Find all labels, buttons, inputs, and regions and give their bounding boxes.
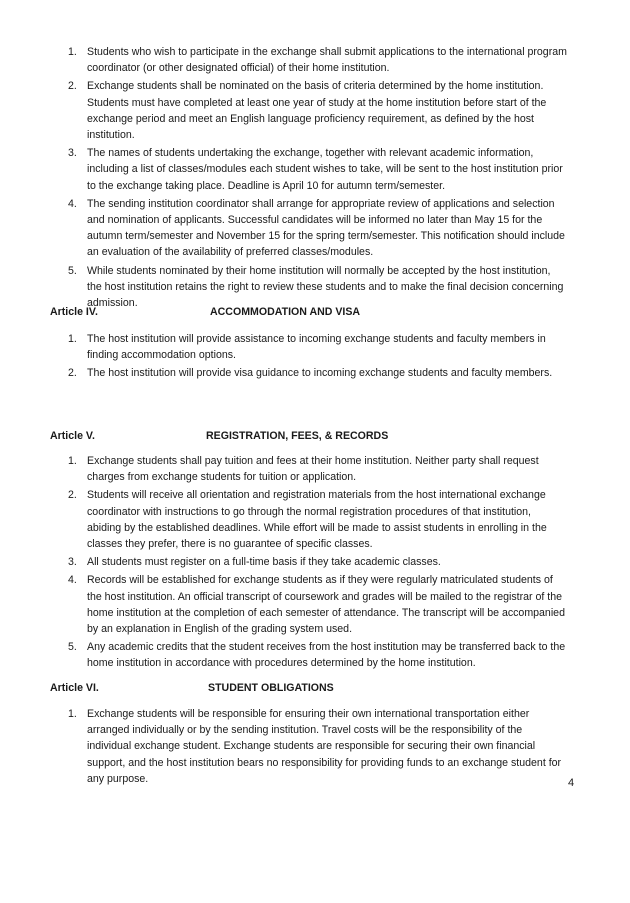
list-item-number: 4. [68, 574, 77, 587]
list-item-number: 3. [68, 556, 77, 569]
list-item-text: Exchange students shall be nominated on the basis of criteria determined by the home institution. Students must have completed at least one year of study at the home institution before start of the exchange period and meet an English language proficiency requirement, as defined by the host institution. [87, 80, 547, 142]
list-item-text: The names of students undertaking the exchange, together with relevant academic information, including a list of classes/modules each student wishes to take, will be sent to the host institution prior to the exchange taking place. Deadline is April 10 for autumn term/semester. [87, 147, 563, 192]
admission-list-section [0, 44, 630, 313]
list-item [0, 365, 630, 381]
article-5-section [0, 453, 630, 674]
list-item [0, 572, 630, 637]
list-item-text: The host institution will provide visa guidance to incoming exchange students and faculty members. [87, 367, 553, 380]
article-5-list [0, 453, 630, 672]
list-item-number: 2. [68, 489, 77, 502]
list-item-number: 5. [68, 641, 77, 654]
article-title: REGISTRATION, FEES, & RECORDS [206, 430, 389, 442]
article-label: Article V. [50, 430, 95, 442]
article-6-heading [0, 680, 630, 696]
article-4-heading [0, 304, 630, 320]
list-item-text: Exchange students shall pay tuition and fees at their home institution. Neither party shall request charges from exchange students for tuition or application. [87, 455, 539, 484]
list-item [0, 44, 630, 76]
list-item [0, 145, 630, 194]
list-item [0, 639, 630, 671]
list-item-number: 1. [68, 455, 77, 467]
list-item [0, 196, 630, 261]
list-item-number: 1. [68, 333, 77, 345]
article-label: Article VI. [50, 682, 99, 694]
list-item [0, 487, 630, 552]
list-item-text: The host institution will provide assistance to incoming exchange students and faculty members in finding accommodation options. [87, 333, 546, 362]
article-4-section [0, 331, 630, 384]
article-6-section [0, 706, 630, 789]
article-6-list [0, 706, 630, 787]
list-item-number: 1. [68, 708, 77, 720]
admission-list [0, 44, 630, 311]
list-item-text: Students who wish to participate in the exchange shall submit applications to the international program coordinator (or other designated official) of their home institution. [87, 46, 567, 75]
page-number: 4 [568, 777, 575, 789]
article-title: STUDENT OBLIGATIONS [208, 682, 334, 694]
list-item-text: Records will be established for exchange students as if they were regularly matriculated students of the host institution. An official transcript of coursework and grades will be mailed to the registrar of the home institution at the completion of each semester of attendance. The transcript will be accompanied by an explanation in English of the grading system used. [87, 574, 565, 636]
list-item-text: The sending institution coordinator shall arrange for appropriate review of applications and selection and nomination of applicants. Successful candidates will be informed no later than May 15 for the autumn term/semester and November 15 for the spring term/semester. This notification should include an evaluation of the availability of preferred classes/modules. [87, 197, 565, 259]
list-item-number: 5. [68, 264, 77, 277]
list-item-text: All students must register on a full-time basis if they take academic classes. [87, 556, 441, 569]
list-item [0, 331, 630, 363]
list-item-text: Students will receive all orientation and registration materials from the host international exchange coordinator with instructions to go through the normal registration procedures of that institution, abiding by the established deadlines. While effort will be made to assist students in enrolling in the classes they prefer, there is no guarantee of specific classes. [87, 489, 547, 551]
list-item-number: 1. [68, 46, 77, 58]
list-item [0, 453, 630, 485]
list-item [0, 554, 630, 570]
list-item-text: Any academic credits that the student receives from the host institution may be transferred back to the home institution in accordance with procedures determined by the home institution. [87, 641, 566, 670]
article-label: Article IV. [50, 306, 98, 318]
list-item-number: 4. [68, 197, 77, 210]
list-item-number: 2. [68, 367, 77, 380]
article-5-heading [0, 428, 630, 444]
list-item-text: While students nominated by their home institution will normally be accepted by the host institution, the host institution retains the right to review these students and to make the final decision concerning admission. [87, 264, 564, 310]
list-item-number: 2. [68, 80, 77, 93]
article-title: ACCOMMODATION AND VISA [210, 306, 361, 318]
list-item-number: 3. [68, 147, 77, 160]
list-item [0, 78, 630, 143]
list-item-text: Exchange students will be responsible for ensuring their own international transportation either arranged individually or by the sending institution. Travel costs will be the responsibility of the individual exchange student. Exchange students are responsible for securing their own financial support, and the host institution bears no responsibility for providing funds to an exchange student for any purpose. [87, 708, 562, 785]
article-4-list [0, 331, 630, 382]
list-item [0, 706, 630, 787]
